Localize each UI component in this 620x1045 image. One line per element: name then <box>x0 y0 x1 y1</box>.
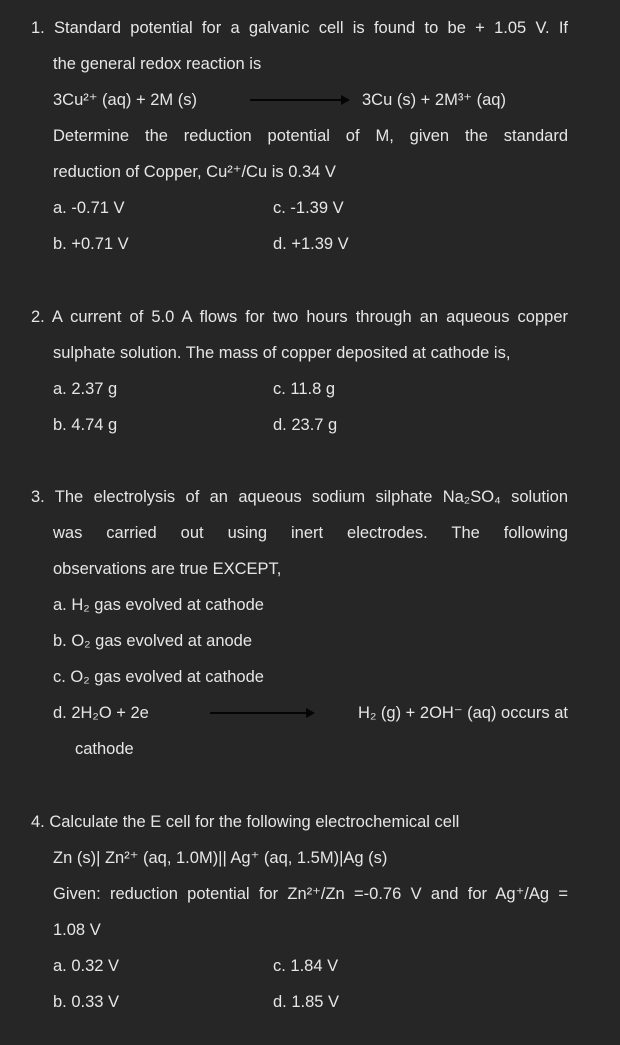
q4-option-d: d. 1.85 V <box>273 993 340 1011</box>
q3-option-a: a. H₂ gas evolved at cathode <box>53 596 264 614</box>
q1-option-d: d. +1.39 V <box>273 235 349 253</box>
q3-option-d-reactants: d. 2H₂O + 2e <box>53 704 149 722</box>
q1-stem-line-3: Determine the reduction potential of M, given the standard <box>53 127 568 145</box>
q1-reaction-products: 3Cu (s) + 2M³⁺ (aq) <box>362 91 506 109</box>
q2-option-c: c. 11.8 g <box>273 380 336 398</box>
q2-option-d: d. 23.7 g <box>273 416 338 434</box>
q1-stem-line-1: 1. Standard potential for a galvanic cell is found to be + 1.05 V. If <box>31 19 568 37</box>
q2-stem-line-1: 2. A current of 5.0 A flows for two hours through an aqueous copper <box>31 308 568 326</box>
q2-option-a: a. 2.37 g <box>53 380 118 398</box>
q3-option-d-continuation: cathode <box>75 740 134 758</box>
q4-stem-line-1: 4. Calculate the E cell for the following electrochemical cell <box>31 813 460 831</box>
q1-reaction-reactants: 3Cu²⁺ (aq) + 2M (s) <box>53 91 197 109</box>
reaction-arrow-icon <box>210 712 313 714</box>
q3-stem-line-2: was carried out using inert electrodes. The following <box>53 524 568 542</box>
q3-option-c: c. O₂ gas evolved at cathode <box>53 668 264 686</box>
q4-option-a: a. 0.32 V <box>53 957 120 975</box>
q1-stem-line-4: reduction of Copper, Cu²⁺/Cu is 0.34 V <box>53 163 336 181</box>
q3-stem-line-3: observations are true EXCEPT, <box>53 560 282 578</box>
q2-option-b: b. 4.74 g <box>53 416 118 434</box>
q3-option-d-products: H₂ (g) + 2OH⁻ (aq) occurs at <box>358 704 568 722</box>
reaction-arrow-icon <box>250 99 348 101</box>
q3-stem-line-1: 3. The electrolysis of an aqueous sodium silphate Na₂SO₄ solution <box>31 488 568 506</box>
q1-option-c: c. -1.39 V <box>273 199 344 217</box>
q1-option-a: a. -0.71 V <box>53 199 125 217</box>
q1-option-b: b. +0.71 V <box>53 235 129 253</box>
q4-option-b: b. 0.33 V <box>53 993 120 1011</box>
q2-stem-line-2: sulphate solution. The mass of copper deposited at cathode is, <box>53 344 511 362</box>
q4-cell-notation: Zn (s)| Zn²⁺ (aq, 1.0M)|| Ag⁺ (aq, 1.5M)|Ag (s) <box>53 849 388 867</box>
q3-option-b: b. O₂ gas evolved at anode <box>53 632 253 650</box>
q4-stem-line-3: Given: reduction potential for Zn²⁺/Zn =-0.76 V and for Ag⁺/Ag = <box>53 885 568 903</box>
q1-stem-line-2: the general redox reaction is <box>53 55 262 73</box>
q4-stem-line-4: 1.08 V <box>53 921 101 939</box>
q4-option-c: c. 1.84 V <box>273 957 339 975</box>
